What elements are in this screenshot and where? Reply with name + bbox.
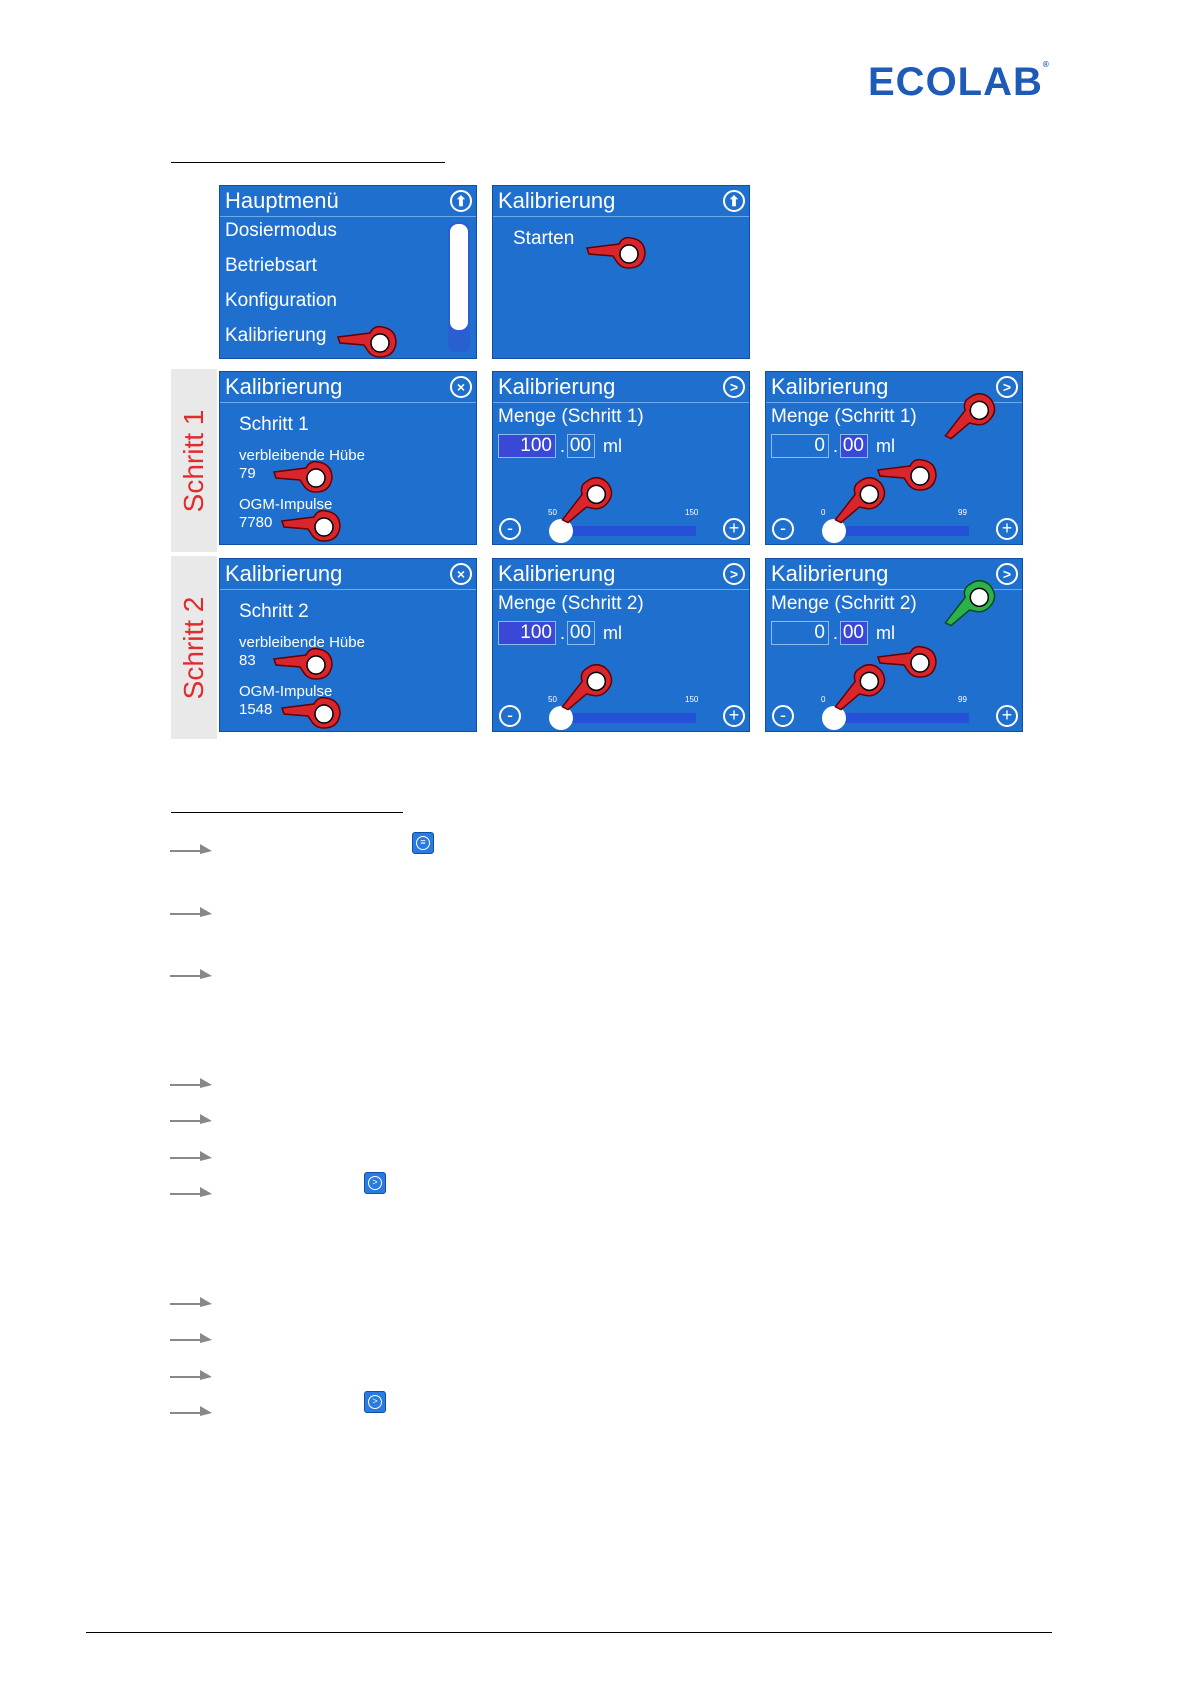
screen-step1-quantity-b <box>765 371 1023 545</box>
next-icon <box>364 1172 386 1194</box>
screen-step2-quantity-b <box>765 558 1023 732</box>
instruction-arrow-icon <box>170 1184 212 1198</box>
next-icon-glyph: > <box>368 1176 382 1190</box>
plus-button[interactable]: + <box>723 518 745 540</box>
slider-min: 50 <box>548 695 557 704</box>
title-divider <box>493 216 749 217</box>
slider-max: 150 <box>685 695 699 704</box>
slider-min: 0 <box>821 695 826 704</box>
plus-button[interactable]: + <box>996 705 1018 727</box>
decimal-separator: . <box>560 436 566 456</box>
slider-min: 0 <box>821 508 826 517</box>
instruction-arrow-icon <box>170 904 212 918</box>
instruction-arrow-icon <box>170 966 212 980</box>
instruction-arrow-icon <box>170 1330 212 1344</box>
next-icon[interactable]: > <box>723 376 745 398</box>
pointing-hand-icon <box>280 690 344 730</box>
title-divider <box>493 402 749 403</box>
up-icon[interactable]: ⬆ <box>723 190 745 212</box>
row-label-step1 <box>171 369 217 552</box>
quantity-unit: ml <box>603 623 622 643</box>
pulses-value: 7780 <box>239 514 273 531</box>
strokes-value: 79 <box>239 465 256 482</box>
quantity-integer-field[interactable]: 0 <box>771 621 829 645</box>
row-label-step2 <box>171 556 217 739</box>
screen-title: Kalibrierung <box>498 374 616 399</box>
menu-icon <box>412 832 434 854</box>
title-divider <box>220 589 476 590</box>
close-icon[interactable]: × <box>450 376 472 398</box>
screen-hauptmenu <box>219 185 477 359</box>
screen-title: Hauptmenü <box>225 188 339 213</box>
quantity-label: Menge (Schritt 1) <box>771 406 917 427</box>
next-icon[interactable]: > <box>996 376 1018 398</box>
title-divider <box>220 402 476 403</box>
screen-title: Kalibrierung <box>225 561 343 586</box>
decimal-separator: . <box>833 436 839 456</box>
scrollbar[interactable] <box>448 222 470 352</box>
slider-max: 150 <box>685 508 699 517</box>
quantity-integer-field[interactable]: 100 <box>498 434 556 458</box>
footer-line <box>86 1632 1052 1633</box>
menu-item-kalibrierung[interactable]: Kalibrierung <box>225 325 327 346</box>
quantity-decimal-field[interactable]: 00 <box>567 434 595 458</box>
title-divider <box>220 216 476 217</box>
screen-step1-quantity-a <box>492 371 750 545</box>
minus-button[interactable]: - <box>499 518 521 540</box>
instruction-arrow-icon <box>170 841 212 855</box>
strokes-value: 83 <box>239 652 256 669</box>
row-label-text: Schritt 1 <box>178 409 209 512</box>
quantity-decimal-field[interactable]: 00 <box>567 621 595 645</box>
screen-step2-quantity-a <box>492 558 750 732</box>
quantity-slider[interactable] <box>571 526 696 536</box>
ecolab-logo <box>868 60 1050 105</box>
instruction-arrow-icon <box>170 1294 212 1308</box>
instruction-arrow-icon <box>170 1148 212 1162</box>
menu-icon-glyph: ≡ <box>416 836 430 850</box>
pulses-label: OGM-Impulse <box>239 496 333 513</box>
strokes-label: verbleibende Hübe <box>239 447 365 464</box>
strokes-label: verbleibende Hübe <box>239 634 365 651</box>
pointing-hand-icon <box>280 503 344 543</box>
next-icon[interactable]: > <box>996 563 1018 585</box>
title-divider <box>493 589 749 590</box>
quantity-unit: ml <box>876 436 895 456</box>
screen-title: Kalibrierung <box>225 374 343 399</box>
close-icon[interactable]: × <box>450 563 472 585</box>
step-label: Schritt 1 <box>239 414 309 435</box>
quantity-label: Menge (Schritt 2) <box>498 593 644 614</box>
screen-title: Kalibrierung <box>771 561 889 586</box>
pointing-hand-green-icon <box>931 566 1005 640</box>
quantity-integer-field[interactable]: 0 <box>771 434 829 458</box>
next-icon[interactable]: > <box>723 563 745 585</box>
quantity-decimal-field[interactable]: 00 <box>840 434 868 458</box>
quantity-label: Menge (Schritt 2) <box>771 593 917 614</box>
instruction-arrow-icon <box>170 1367 212 1381</box>
start-item[interactable]: Starten <box>513 228 575 249</box>
pulses-label: OGM-Impulse <box>239 683 333 700</box>
screen-title: Kalibrierung <box>498 188 616 213</box>
menu-item-dosiermodus[interactable]: Dosiermodus <box>225 220 337 241</box>
quantity-slider[interactable] <box>844 526 969 536</box>
step-label: Schritt 2 <box>239 601 309 622</box>
next-icon <box>364 1391 386 1413</box>
instruction-arrow-icon <box>170 1403 212 1417</box>
quantity-slider[interactable] <box>844 713 969 723</box>
next-icon-glyph: > <box>368 1395 382 1409</box>
pointing-hand-icon <box>585 230 649 270</box>
pulses-value: 1548 <box>239 701 273 718</box>
pointing-hand-icon <box>336 319 400 359</box>
instruction-arrow-icon <box>170 1111 212 1125</box>
slider-max: 99 <box>958 508 967 517</box>
quantity-label: Menge (Schritt 1) <box>498 406 644 427</box>
plus-button[interactable]: + <box>996 518 1018 540</box>
pointing-hand-icon <box>931 379 1005 453</box>
minus-button[interactable]: - <box>499 705 521 727</box>
slider-min: 50 <box>548 508 557 517</box>
instruction-arrow-icon <box>170 1075 212 1089</box>
up-icon[interactable]: ⬆ <box>450 190 472 212</box>
plus-button[interactable]: + <box>723 705 745 727</box>
menu-item-konfiguration[interactable]: Konfiguration <box>225 290 337 311</box>
section-heading-underline <box>171 812 403 813</box>
quantity-unit: ml <box>876 623 895 643</box>
screen-step2-info <box>219 558 477 732</box>
pointing-hand-icon <box>272 454 336 494</box>
screen-title: Kalibrierung <box>498 561 616 586</box>
screen-kalibrierung-start <box>492 185 750 359</box>
slider-max: 99 <box>958 695 967 704</box>
row-label-text: Schritt 2 <box>178 596 209 699</box>
quantity-decimal-field[interactable]: 00 <box>840 621 868 645</box>
scrollbar-thumb[interactable] <box>450 224 468 330</box>
pointing-hand-icon <box>272 641 336 681</box>
decimal-separator: . <box>560 623 566 643</box>
quantity-unit: ml <box>603 436 622 456</box>
quantity-integer-field[interactable]: 100 <box>498 621 556 645</box>
minus-button[interactable]: - <box>772 518 794 540</box>
menu-item-betriebsart[interactable]: Betriebsart <box>225 255 317 276</box>
minus-button[interactable]: - <box>772 705 794 727</box>
decimal-separator: . <box>833 623 839 643</box>
screen-step1-info <box>219 371 477 545</box>
logo-registered: ® <box>1042 60 1050 69</box>
heading-underline <box>171 162 445 163</box>
screen-title: Kalibrierung <box>771 374 889 399</box>
logo-text: ECOLAB <box>868 60 1043 104</box>
quantity-slider[interactable] <box>571 713 696 723</box>
